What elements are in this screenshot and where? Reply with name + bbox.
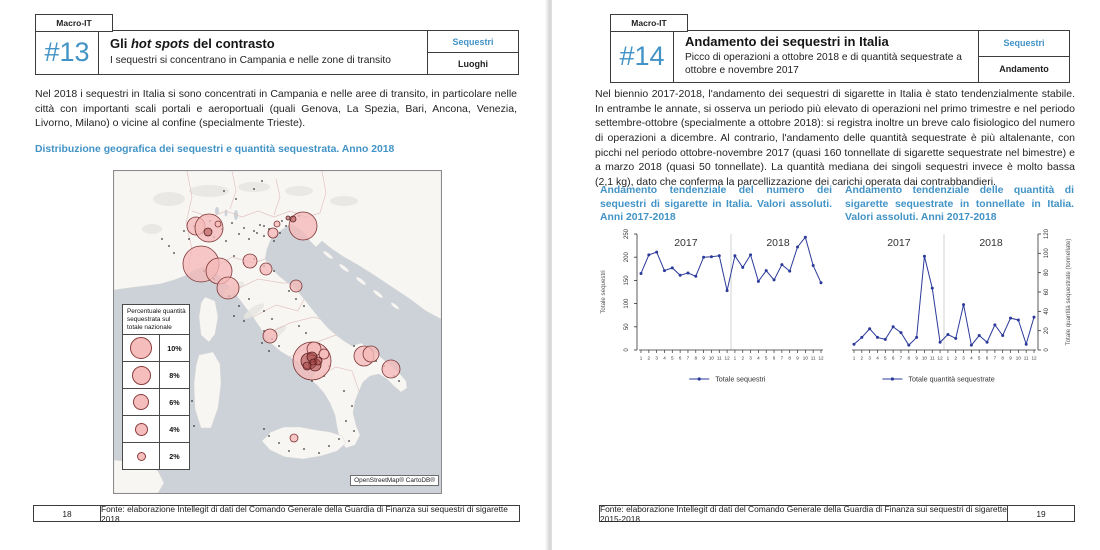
svg-text:11: 11	[929, 355, 935, 361]
page-13	[0, 0, 548, 550]
svg-text:9: 9	[915, 355, 918, 361]
svg-text:12: 12	[1031, 355, 1037, 361]
page-subtitle: I sequestri si concentrano in Campania e nelle zone di transito	[110, 54, 391, 66]
svg-text:4: 4	[876, 355, 879, 361]
legend-circle-cell	[123, 416, 160, 442]
svg-text:5: 5	[671, 355, 674, 361]
svg-text:2018: 2018	[766, 237, 790, 249]
svg-text:5: 5	[764, 355, 768, 361]
legend-percentage-label: 8%	[169, 370, 180, 380]
svg-text:6: 6	[772, 355, 776, 361]
svg-text:7: 7	[993, 355, 997, 361]
chart-caption-right: Andamento tendenziale delle quantità di sigarette sequestrate in tonnellate in Italia. Valori assoluti. Anni 2017-2018	[845, 185, 1074, 224]
svg-text:12: 12	[724, 355, 730, 361]
svg-text:6: 6	[985, 355, 989, 361]
svg-text:10: 10	[921, 355, 927, 361]
item-number: #14	[611, 31, 674, 82]
svg-text:11: 11	[810, 355, 816, 361]
macro-tab-label: Macro-IT	[631, 18, 667, 28]
page-footer	[33, 505, 520, 522]
map-legend	[122, 304, 190, 470]
svg-text:4: 4	[757, 355, 760, 361]
svg-text:1: 1	[946, 355, 950, 361]
legend-percentage-label: 10%	[167, 343, 182, 353]
body-paragraph: Nel biennio 2017-2018, l'andamento dei sequestri di sigarette in Italia è stato tendenzialmente stabile. In entrambe le annate, si osserva un periodo più elevato di operazioni nel primo trimestre e nel periodo settembre-ottobre (specialmente a ottobre 2018): si registra inoltre un breve calo fisiologico del numero di operazioni a dicembre. Al contrario, l'andamento delle quantità sequestrate è più altalenante, con picchi nel periodo ottobre-novembre 2017 (quasi 160 tonnellate di sigarette sequestrate nel bimestre) e a marzo 2018 (quasi 50 tonnellate). La quantità mediana dei singoli sequestri invece è molto bassa (2,1 kg), dato che conferma la parcellizzazione dei carichi operata dai contrabbandieri.	[595, 88, 1075, 189]
source-note: Fonte: elaborazione Intellegit di dati del Comando Generale della Guardia di Finanza sui sequestri di sigarette 2018	[101, 503, 508, 524]
page-title: Gli hot spots del contrasto	[110, 36, 275, 52]
chart-caption-left: Andamento tendenziale del numero dei sequestri di sigarette in Italia. Valori assoluti. Anni 2017-2018	[600, 185, 832, 224]
macro-tab-label: Macro-IT	[56, 18, 92, 28]
title-block	[99, 31, 427, 74]
map-attribution: OpenStreetMap® CartoDB®	[350, 475, 439, 486]
svg-text:2017: 2017	[674, 237, 698, 249]
page-subtitle: Picco di operazioni a ottobre 2018 e di quantità sequestrate a ottobre e novembre 2017	[685, 52, 962, 77]
map-legend-row	[123, 361, 189, 388]
map-legend-row	[123, 442, 189, 469]
svg-text:12: 12	[818, 355, 824, 361]
svg-text:9: 9	[702, 355, 705, 361]
svg-text:150: 150	[624, 275, 630, 286]
svg-text:80: 80	[1044, 269, 1050, 277]
page-header	[35, 30, 519, 75]
legend-circle-cell	[123, 335, 160, 361]
italy-seizure-map	[113, 170, 442, 494]
svg-text:8: 8	[907, 355, 911, 361]
page-number: 19	[1007, 506, 1074, 521]
macro-tab	[35, 14, 113, 32]
legend-circle	[130, 337, 152, 359]
svg-text:3: 3	[655, 355, 658, 361]
svg-text:7: 7	[780, 355, 784, 361]
map-legend-row	[123, 334, 189, 361]
svg-text:3: 3	[749, 355, 752, 361]
svg-text:8: 8	[1001, 355, 1004, 361]
svg-text:12: 12	[937, 355, 943, 361]
line-chart-totale-sequestri	[597, 220, 832, 392]
svg-text:60: 60	[1044, 288, 1050, 296]
svg-text:7: 7	[686, 355, 690, 361]
legend-circle	[135, 423, 148, 436]
legend-circle	[132, 366, 151, 385]
svg-text:10: 10	[708, 355, 714, 361]
page-14	[552, 0, 1100, 550]
tag-column	[427, 31, 518, 74]
svg-text:40: 40	[1044, 307, 1050, 315]
svg-text:120: 120	[1044, 228, 1050, 240]
tag-column	[978, 31, 1069, 82]
svg-text:2: 2	[954, 355, 958, 361]
svg-text:2: 2	[860, 355, 864, 361]
svg-text:250: 250	[624, 228, 630, 240]
svg-text:1: 1	[639, 355, 643, 361]
svg-text:4: 4	[970, 355, 973, 361]
svg-text:200: 200	[624, 252, 630, 263]
svg-text:5: 5	[977, 355, 981, 361]
tag-sequestri: Sequestri	[452, 36, 494, 47]
svg-text:9: 9	[796, 355, 799, 361]
svg-text:2: 2	[741, 355, 745, 361]
svg-text:4: 4	[663, 355, 666, 361]
legend-circle	[133, 394, 149, 410]
svg-text:10: 10	[1015, 355, 1021, 361]
svg-text:20: 20	[1044, 327, 1050, 335]
svg-text:9: 9	[1009, 355, 1012, 361]
svg-text:11: 11	[716, 355, 722, 361]
title-block	[674, 31, 978, 82]
svg-text:Totale sequestri: Totale sequestri	[715, 374, 766, 384]
svg-text:10: 10	[802, 355, 808, 361]
map-legend-rows	[123, 334, 189, 469]
svg-text:3: 3	[962, 355, 965, 361]
svg-text:5: 5	[884, 355, 887, 361]
map-legend-row	[123, 415, 189, 442]
macro-tab	[610, 14, 688, 32]
svg-text:2: 2	[647, 355, 651, 361]
page-number: 18	[34, 506, 101, 521]
legend-percentage-label: 2%	[169, 451, 180, 461]
legend-percentage-label: 6%	[169, 397, 180, 407]
svg-text:6: 6	[891, 355, 895, 361]
legend-percentage-label: 4%	[169, 424, 180, 434]
svg-text:8: 8	[788, 355, 791, 361]
legend-circle-cell	[123, 389, 160, 415]
source-note: Fonte: elaborazione Intellegit di dati del Comando Generale della Guardia di Finanza sui sequestri di sigarette 2015-2018	[600, 503, 1007, 524]
tag-sequestri: Sequestri	[1003, 38, 1045, 49]
map-legend-title: Percentuale quantità sequestrata sul totale nazionale	[127, 308, 186, 331]
svg-text:100: 100	[624, 298, 630, 309]
svg-text:0: 0	[624, 348, 630, 352]
svg-text:0: 0	[1044, 348, 1050, 352]
svg-text:2018: 2018	[979, 237, 1003, 249]
page-header	[610, 30, 1070, 83]
page-footer	[599, 505, 1075, 522]
map-legend-row	[123, 388, 189, 415]
legend-circle	[137, 452, 146, 461]
body-paragraph: Nel 2018 i sequestri in Italia si sono concentrati in Campania e nelle aree di transito, in particolare nelle città con importanti scali portali e aeroportuali (quali Genova, La Spezia, Bari, Ancona, Venezia, Livorno, Milano) o vicine al confine (specialmente Trieste).	[35, 88, 517, 130]
svg-text:Totale quantità sequestrate: Totale quantità sequestrate	[908, 374, 995, 384]
svg-text:Totale sequestri: Totale sequestri	[600, 270, 607, 314]
map-caption: Distribuzione geografica dei sequestri e quantità sequestrata. Anno 2018	[35, 144, 395, 155]
svg-text:7: 7	[899, 355, 903, 361]
svg-text:3: 3	[868, 355, 871, 361]
svg-text:2017: 2017	[887, 237, 911, 249]
line-chart-quantita-sequestrate	[842, 220, 1077, 392]
svg-text:1: 1	[852, 355, 856, 361]
item-number: #13	[36, 31, 99, 74]
tag-luoghi: Luoghi	[428, 52, 518, 74]
page-title: Andamento dei sequestri in Italia	[685, 34, 889, 49]
svg-text:Totale quantità sequestrate (t: Totale quantità sequestrate (tonnellate)	[1065, 238, 1072, 346]
svg-text:1: 1	[733, 355, 737, 361]
svg-text:11: 11	[1023, 355, 1029, 361]
svg-text:100: 100	[1044, 248, 1050, 259]
svg-text:50: 50	[624, 323, 630, 331]
tag-andamento: Andamento	[979, 56, 1069, 82]
legend-circle-cell	[123, 443, 160, 469]
svg-text:6: 6	[678, 355, 682, 361]
svg-text:8: 8	[694, 355, 698, 361]
legend-circle-cell	[123, 362, 160, 388]
